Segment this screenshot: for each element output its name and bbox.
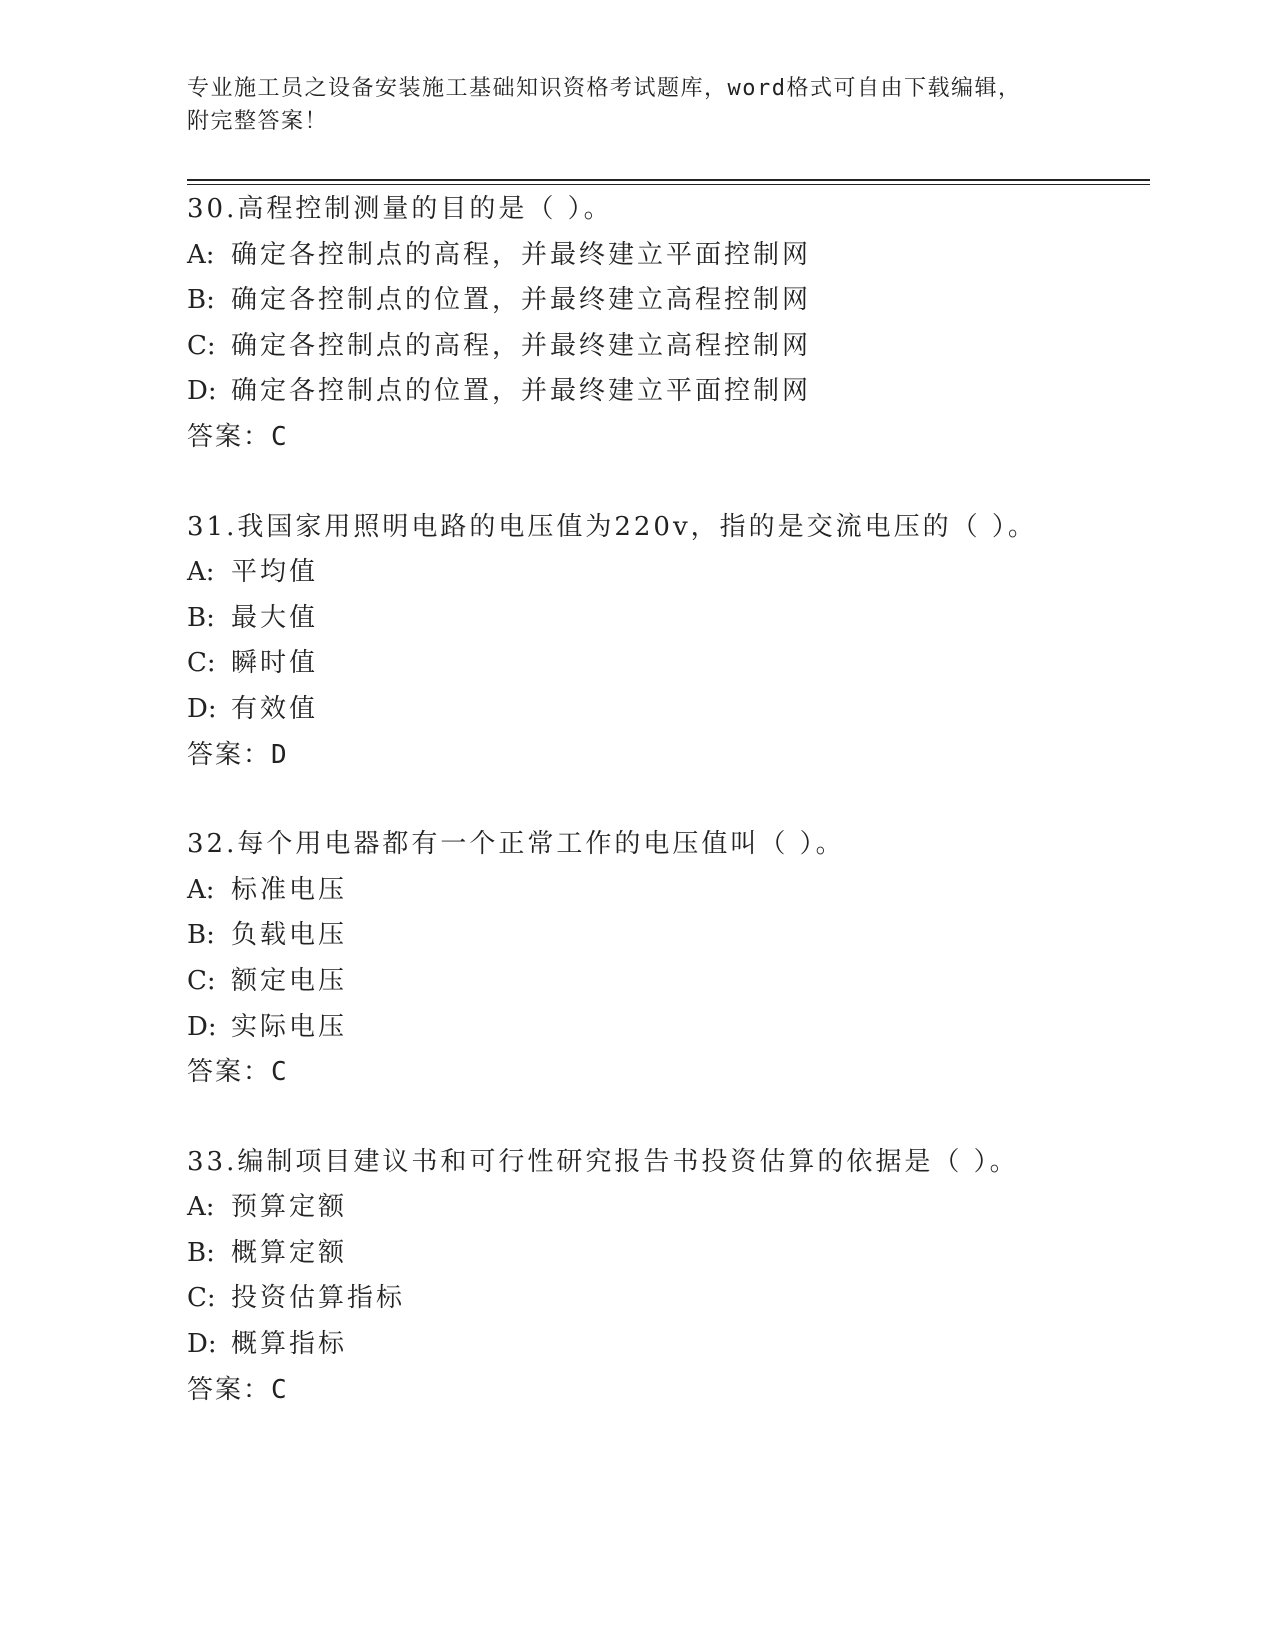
- option-text: 有效值: [231, 693, 319, 724]
- option-letter: D:: [187, 376, 217, 407]
- option-text: 确定各控制点的位置，并最终建立平面控制网: [231, 376, 812, 407]
- option-c: [187, 641, 1147, 687]
- option-letter: B:: [187, 285, 215, 316]
- option-d: [187, 1322, 1147, 1368]
- option-text: 实际电压: [231, 1011, 348, 1042]
- answer: 答案：D: [187, 739, 289, 770]
- question-list: [187, 187, 1147, 1457]
- option-text: 额定电压: [231, 965, 348, 996]
- answer: 答案：C: [187, 1057, 289, 1088]
- option-text: 最大值: [231, 602, 319, 633]
- option-d: [187, 1005, 1147, 1051]
- option-letter: A:: [187, 239, 215, 270]
- option-text: 平均值: [231, 557, 319, 588]
- option-letter: C:: [187, 330, 216, 361]
- option-text: 预算定额: [231, 1192, 348, 1223]
- option-c: [187, 324, 1147, 370]
- option-a: [187, 868, 1147, 914]
- option-letter: D:: [187, 1011, 217, 1042]
- option-a: [187, 1185, 1147, 1231]
- option-a: [187, 233, 1147, 279]
- option-letter: D:: [187, 693, 217, 724]
- header-divider-thick: [187, 179, 1150, 181]
- option-letter: C:: [187, 965, 216, 996]
- question-stem: 33.编制项目建议书和可行性研究报告书投资估算的依据是（ ）。: [187, 1146, 1019, 1177]
- question-33: [187, 1140, 1147, 1414]
- option-letter: B:: [187, 1237, 215, 1268]
- option-b: [187, 596, 1147, 642]
- option-letter: A:: [187, 1192, 215, 1223]
- question-32: [187, 822, 1147, 1096]
- option-a: [187, 550, 1147, 596]
- header-line-1: 专业施工员之设备安装施工基础知识资格考试题库，word格式可自由下载编辑，: [187, 76, 1022, 101]
- question-30: [187, 187, 1147, 461]
- option-text: 瞬时值: [231, 648, 319, 679]
- answer: 答案：C: [187, 1374, 289, 1405]
- option-letter: C:: [187, 1283, 216, 1314]
- document-header: [187, 72, 1067, 138]
- header-divider-thin: [187, 184, 1150, 185]
- question-stem: 30.高程控制测量的目的是（ ）。: [187, 194, 613, 224]
- option-letter: A:: [187, 874, 215, 905]
- option-text: 概算指标: [231, 1329, 348, 1360]
- option-letter: C:: [187, 648, 216, 679]
- option-d: [187, 369, 1147, 415]
- header-line-2: 附完整答案！: [187, 109, 329, 134]
- option-b: [187, 913, 1147, 959]
- option-letter: B:: [187, 920, 215, 951]
- option-letter: A:: [187, 557, 215, 588]
- option-letter: D:: [187, 1329, 217, 1360]
- option-text: 投资估算指标: [231, 1283, 406, 1314]
- question-stem: 31.我国家用照明电路的电压值为220v，指的是交流电压的（ ）。: [187, 511, 1037, 542]
- option-b: [187, 1231, 1147, 1277]
- answer: 答案：C: [187, 421, 289, 452]
- option-letter: B:: [187, 602, 215, 633]
- option-text: 确定各控制点的位置，并最终建立高程控制网: [231, 285, 812, 316]
- question-31: [187, 505, 1147, 779]
- option-text: 负载电压: [231, 920, 348, 951]
- question-stem: 32.每个用电器都有一个正常工作的电压值叫（ ）。: [187, 829, 845, 860]
- option-text: 概算定额: [231, 1237, 348, 1268]
- option-c: [187, 1276, 1147, 1322]
- option-text: 确定各控制点的高程，并最终建立高程控制网: [231, 330, 812, 361]
- option-c: [187, 959, 1147, 1005]
- option-d: [187, 687, 1147, 733]
- option-text: 标准电压: [231, 874, 348, 905]
- option-b: [187, 278, 1147, 324]
- option-text: 确定各控制点的高程，并最终建立平面控制网: [231, 239, 812, 270]
